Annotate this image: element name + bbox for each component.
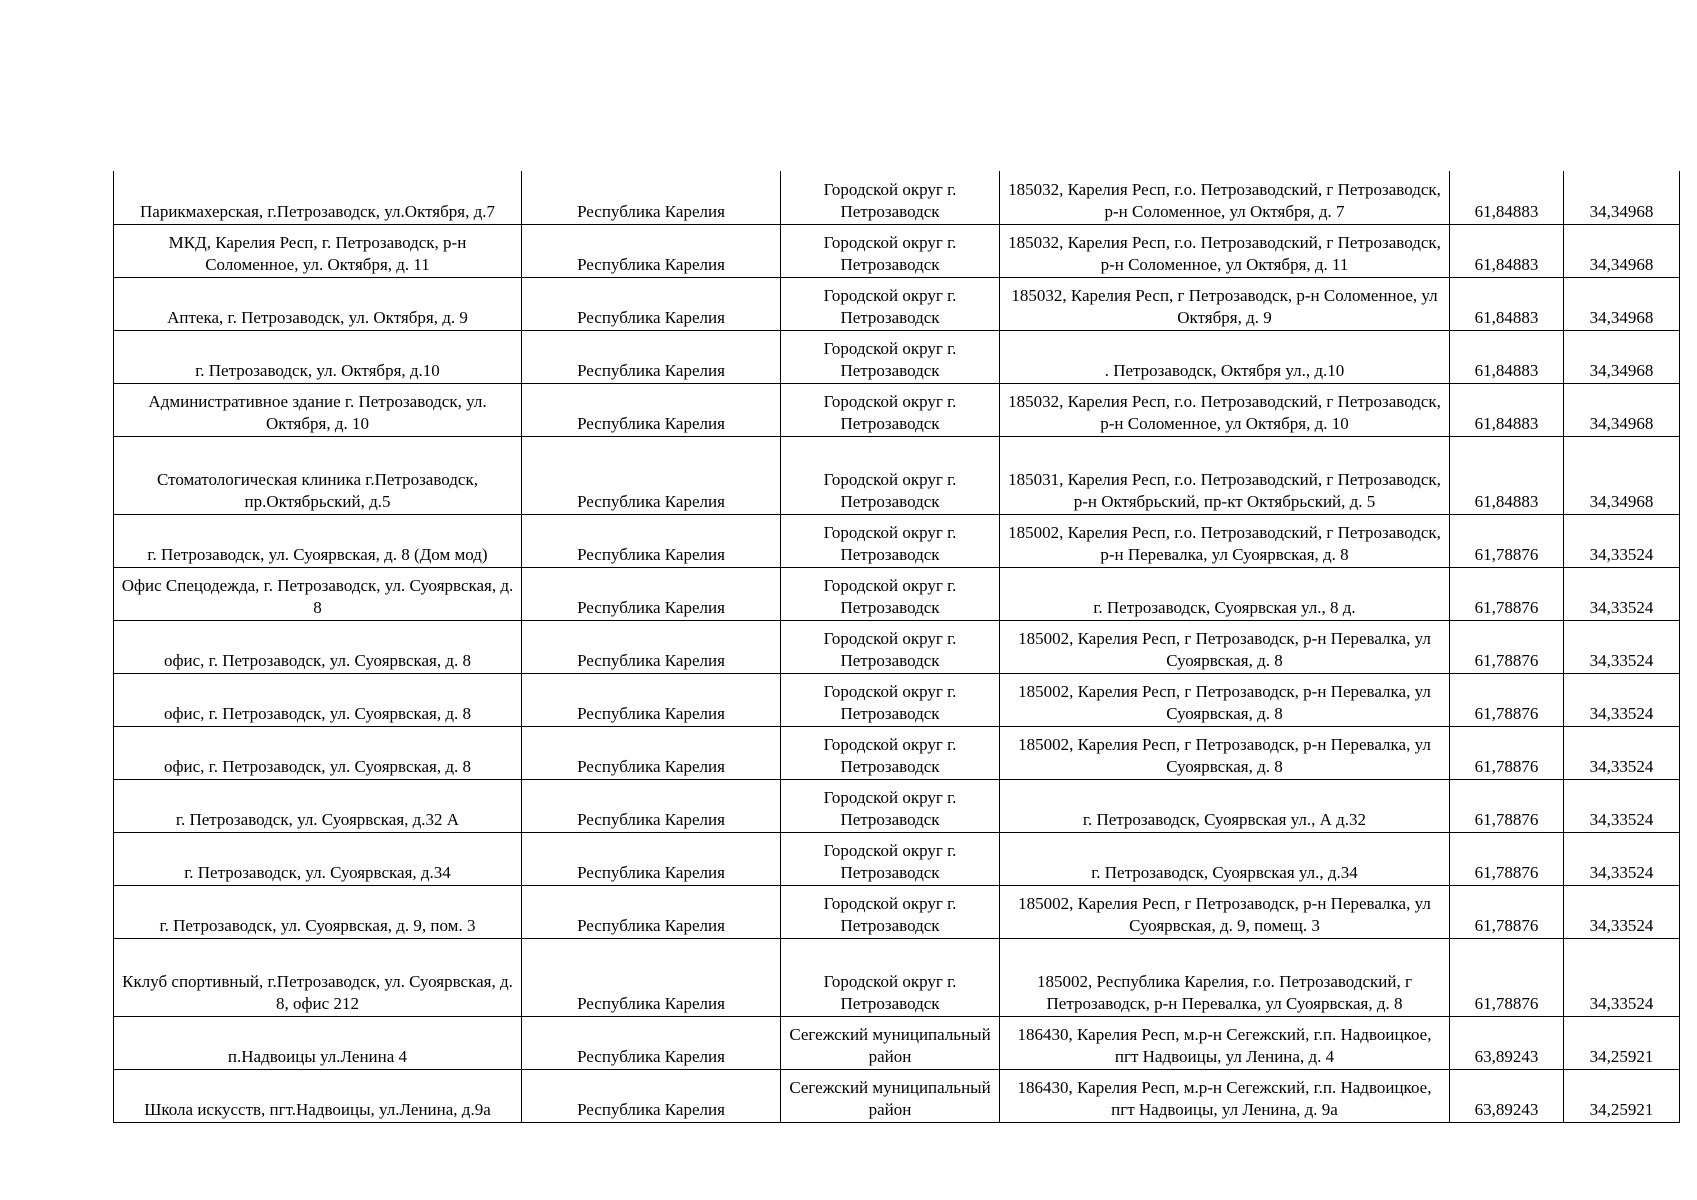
object-name-cell: Административное здание г. Петрозаводск, ул. Октября, д. 10 <box>114 383 522 436</box>
table-row <box>114 567 1680 620</box>
table-row <box>114 885 1680 938</box>
latitude-cell: 63,89243 <box>1450 1016 1564 1069</box>
address-cell: 185032, Карелия Респ, г Петрозаводск, р-н Соломенное, ул Октября, д. 9 <box>1000 277 1450 330</box>
latitude-cell: 61,78876 <box>1450 567 1564 620</box>
district-cell: Городской округ г. Петрозаводск <box>781 330 1000 383</box>
longitude-cell: 34,33524 <box>1564 673 1680 726</box>
table-row <box>114 330 1680 383</box>
district-cell: Городской округ г. Петрозаводск <box>781 567 1000 620</box>
region-cell: Республика Карелия <box>522 567 781 620</box>
district-cell: Городской округ г. Петрозаводск <box>781 726 1000 779</box>
address-cell: г. Петрозаводск, Суоярвская ул., 8 д. <box>1000 567 1450 620</box>
district-cell: Городской округ г. Петрозаводск <box>781 514 1000 567</box>
object-name-cell: г. Петрозаводск, ул. Суоярвская, д.34 <box>114 832 522 885</box>
table-row <box>114 224 1680 277</box>
address-cell: 185002, Карелия Респ, г.о. Петрозаводский, г Петрозаводск, р-н Перевалка, ул Суоярвская, д. 8 <box>1000 514 1450 567</box>
object-name-cell: г. Петрозаводск, ул. Суоярвская, д. 9, пом. 3 <box>114 885 522 938</box>
region-cell: Республика Карелия <box>522 1069 781 1122</box>
table-row <box>114 277 1680 330</box>
longitude-cell: 34,33524 <box>1564 620 1680 673</box>
object-name-cell: офис, г. Петрозаводск, ул. Суоярвская, д. 8 <box>114 620 522 673</box>
district-cell: Городской округ г. Петрозаводск <box>781 620 1000 673</box>
object-name-cell: Парикмахерская, г.Петрозаводск, ул.Октября, д.7 <box>114 171 522 224</box>
address-cell: 185002, Карелия Респ, г Петрозаводск, р-н Перевалка, ул Суоярвская, д. 8 <box>1000 726 1450 779</box>
latitude-cell: 61,84883 <box>1450 277 1564 330</box>
longitude-cell: 34,25921 <box>1564 1016 1680 1069</box>
longitude-cell: 34,33524 <box>1564 567 1680 620</box>
object-name-cell: МКД, Карелия Респ, г. Петрозаводск, р-н Соломенное, ул. Октября, д. 11 <box>114 224 522 277</box>
address-cell: 185031, Карелия Респ, г.о. Петрозаводский, г Петрозаводск, р-н Октябрьский, пр-кт Октябрьский, д. 5 <box>1000 436 1450 514</box>
object-name-cell: г. Петрозаводск, ул. Октября, д.10 <box>114 330 522 383</box>
latitude-cell: 61,78876 <box>1450 514 1564 567</box>
district-cell: Городской округ г. Петрозаводск <box>781 885 1000 938</box>
address-cell: 185002, Карелия Респ, г Петрозаводск, р-н Перевалка, ул Суоярвская, д. 8 <box>1000 620 1450 673</box>
region-cell: Республика Карелия <box>522 673 781 726</box>
latitude-cell: 61,78876 <box>1450 673 1564 726</box>
longitude-cell: 34,33524 <box>1564 832 1680 885</box>
latitude-cell: 61,84883 <box>1450 383 1564 436</box>
district-cell: Городской округ г. Петрозаводск <box>781 779 1000 832</box>
latitude-cell: 61,78876 <box>1450 726 1564 779</box>
longitude-cell: 34,34968 <box>1564 277 1680 330</box>
object-name-cell: Стоматологическая клиника г.Петрозаводск, пр.Октябрьский, д.5 <box>114 436 522 514</box>
object-name-cell: г. Петрозаводск, ул. Суоярвская, д.32 А <box>114 779 522 832</box>
region-cell: Республика Карелия <box>522 779 781 832</box>
district-cell: Городской округ г. Петрозаводск <box>781 436 1000 514</box>
object-name-cell: офис, г. Петрозаводск, ул. Суоярвская, д. 8 <box>114 673 522 726</box>
table-row <box>114 832 1680 885</box>
table-row <box>114 436 1680 514</box>
address-cell: 185002, Карелия Респ, г Петрозаводск, р-н Перевалка, ул Суоярвская, д. 8 <box>1000 673 1450 726</box>
object-name-cell: Аптека, г. Петрозаводск, ул. Октября, д. 9 <box>114 277 522 330</box>
longitude-cell: 34,34968 <box>1564 383 1680 436</box>
longitude-cell: 34,33524 <box>1564 779 1680 832</box>
table-body <box>114 171 1680 1122</box>
region-cell: Республика Карелия <box>522 1016 781 1069</box>
region-cell: Республика Карелия <box>522 436 781 514</box>
latitude-cell: 61,78876 <box>1450 885 1564 938</box>
region-cell: Республика Карелия <box>522 885 781 938</box>
region-cell: Республика Карелия <box>522 620 781 673</box>
latitude-cell: 61,84883 <box>1450 171 1564 224</box>
table-row <box>114 514 1680 567</box>
address-cell: 185032, Карелия Респ, г.о. Петрозаводский, г Петрозаводск, р-н Соломенное, ул Октября, д. 7 <box>1000 171 1450 224</box>
region-cell: Республика Карелия <box>522 383 781 436</box>
region-cell: Республика Карелия <box>522 224 781 277</box>
address-cell: г. Петрозаводск, Суоярвская ул., д.34 <box>1000 832 1450 885</box>
latitude-cell: 61,78876 <box>1450 938 1564 1016</box>
latitude-cell: 61,84883 <box>1450 224 1564 277</box>
district-cell: Городской округ г. Петрозаводск <box>781 938 1000 1016</box>
longitude-cell: 34,33524 <box>1564 885 1680 938</box>
longitude-cell: 34,33524 <box>1564 938 1680 1016</box>
table-row <box>114 673 1680 726</box>
district-cell: Сегежский муниципальный район <box>781 1069 1000 1122</box>
object-name-cell: офис, г. Петрозаводск, ул. Суоярвская, д. 8 <box>114 726 522 779</box>
table-row <box>114 1069 1680 1122</box>
longitude-cell: 34,34968 <box>1564 436 1680 514</box>
region-cell: Республика Карелия <box>522 171 781 224</box>
region-cell: Республика Карелия <box>522 514 781 567</box>
district-cell: Городской округ г. Петрозаводск <box>781 383 1000 436</box>
latitude-cell: 61,84883 <box>1450 436 1564 514</box>
address-cell: 185002, Карелия Респ, г Петрозаводск, р-н Перевалка, ул Суоярвская, д. 9, помещ. 3 <box>1000 885 1450 938</box>
region-cell: Республика Карелия <box>522 832 781 885</box>
latitude-cell: 61,78876 <box>1450 832 1564 885</box>
table-row <box>114 383 1680 436</box>
address-table <box>113 171 1680 1123</box>
address-cell: г. Петрозаводск, Суоярвская ул., А д.32 <box>1000 779 1450 832</box>
latitude-cell: 61,84883 <box>1450 330 1564 383</box>
longitude-cell: 34,34968 <box>1564 224 1680 277</box>
address-cell: 185002, Республика Карелия, г.о. Петрозаводский, г Петрозаводск, р-н Перевалка, ул Суоярвская, д. 8 <box>1000 938 1450 1016</box>
object-name-cell: Школа искусств, пгт.Надвоицы, ул.Ленина, д.9а <box>114 1069 522 1122</box>
object-name-cell: Кклуб спортивный, г.Петрозаводск, ул. Суоярвская, д. 8, офис 212 <box>114 938 522 1016</box>
longitude-cell: 34,34968 <box>1564 330 1680 383</box>
table-row <box>114 726 1680 779</box>
object-name-cell: п.Надвоицы ул.Ленина 4 <box>114 1016 522 1069</box>
latitude-cell: 61,78876 <box>1450 620 1564 673</box>
region-cell: Республика Карелия <box>522 726 781 779</box>
latitude-cell: 63,89243 <box>1450 1069 1564 1122</box>
address-cell: 185032, Карелия Респ, г.о. Петрозаводский, г Петрозаводск, р-н Соломенное, ул Октября, д. 11 <box>1000 224 1450 277</box>
district-cell: Сегежский муниципальный район <box>781 1016 1000 1069</box>
table-row <box>114 620 1680 673</box>
region-cell: Республика Карелия <box>522 330 781 383</box>
table-row <box>114 938 1680 1016</box>
table-row <box>114 1016 1680 1069</box>
longitude-cell: 34,34968 <box>1564 171 1680 224</box>
table-row <box>114 779 1680 832</box>
address-cell: 186430, Карелия Респ, м.р-н Сегежский, г.п. Надвоицкое, пгт Надвоицы, ул Ленина, д. 4 <box>1000 1016 1450 1069</box>
region-cell: Республика Карелия <box>522 938 781 1016</box>
district-cell: Городской округ г. Петрозаводск <box>781 171 1000 224</box>
table-row <box>114 171 1680 224</box>
object-name-cell: г. Петрозаводск, ул. Суоярвская, д. 8 (Дом мод) <box>114 514 522 567</box>
address-cell: 186430, Карелия Респ, м.р-н Сегежский, г.п. Надвоицкое, пгт Надвоицы, ул Ленина, д. 9а <box>1000 1069 1450 1122</box>
longitude-cell: 34,33524 <box>1564 726 1680 779</box>
address-cell: . Петрозаводск, Октября ул., д.10 <box>1000 330 1450 383</box>
object-name-cell: Офис Спецодежда, г. Петрозаводск, ул. Суоярвская, д. 8 <box>114 567 522 620</box>
district-cell: Городской округ г. Петрозаводск <box>781 277 1000 330</box>
longitude-cell: 34,33524 <box>1564 514 1680 567</box>
longitude-cell: 34,25921 <box>1564 1069 1680 1122</box>
district-cell: Городской округ г. Петрозаводск <box>781 673 1000 726</box>
address-cell: 185032, Карелия Респ, г.о. Петрозаводский, г Петрозаводск, р-н Соломенное, ул Октября, д. 10 <box>1000 383 1450 436</box>
district-cell: Городской округ г. Петрозаводск <box>781 832 1000 885</box>
district-cell: Городской округ г. Петрозаводск <box>781 224 1000 277</box>
latitude-cell: 61,78876 <box>1450 779 1564 832</box>
region-cell: Республика Карелия <box>522 277 781 330</box>
